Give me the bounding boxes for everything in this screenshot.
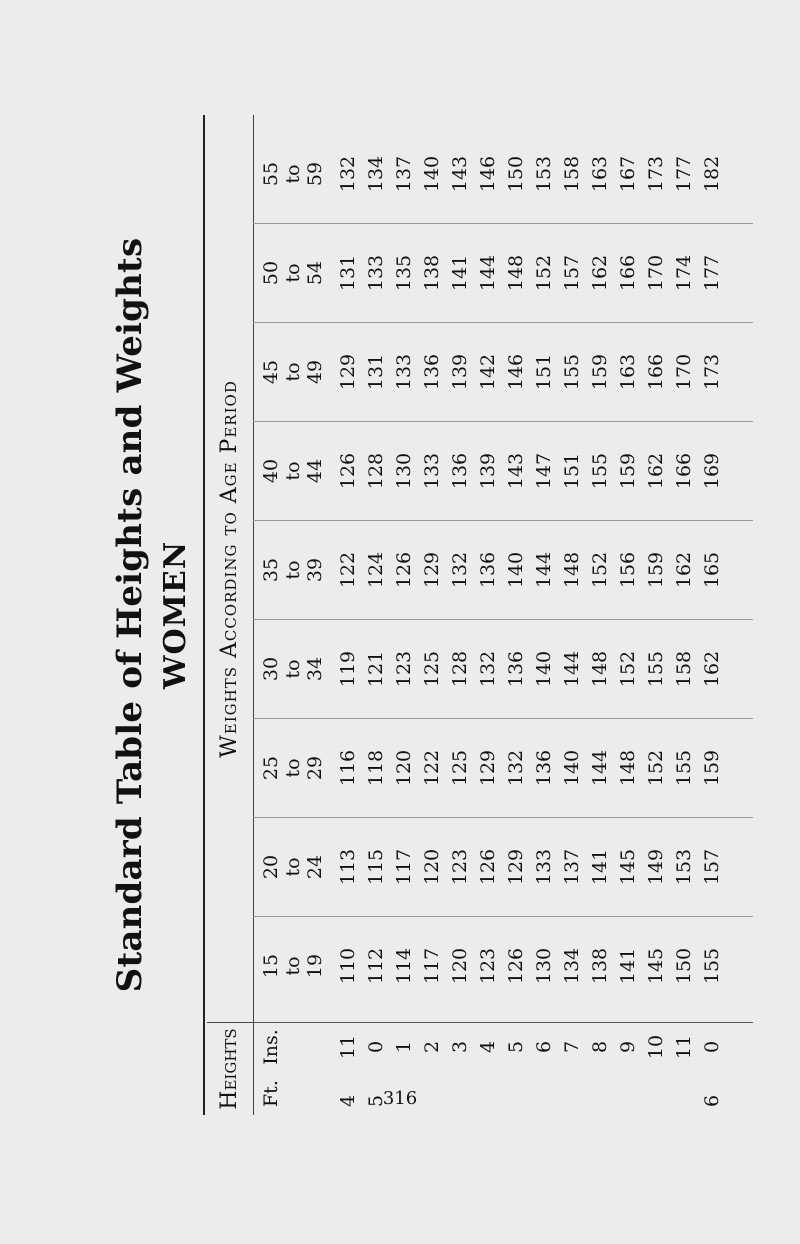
weight-cell: 125 xyxy=(421,650,443,688)
weight-cell: 114 xyxy=(393,947,415,985)
weight-cell: 122 xyxy=(421,749,443,787)
age-period-column xyxy=(260,624,726,714)
weight-cell: 135 xyxy=(393,254,415,292)
column-divider xyxy=(253,322,753,323)
weight-cell: 165 xyxy=(701,551,723,589)
weight-cell: 144 xyxy=(589,749,611,787)
age-to: 29 xyxy=(304,755,326,781)
weights-header: Weights According to Age Period xyxy=(217,380,242,758)
weight-cell: 169 xyxy=(701,452,723,490)
weight-cell: 140 xyxy=(561,749,583,787)
weight-cell: 174 xyxy=(673,254,695,292)
rotated-table-page xyxy=(110,115,760,1115)
weight-cell: 155 xyxy=(589,452,611,490)
weight-cell: 144 xyxy=(533,551,555,589)
weight-cell: 140 xyxy=(505,551,527,589)
age-to: 54 xyxy=(304,260,326,286)
age-to: 44 xyxy=(304,458,326,484)
inches-cell: 5 xyxy=(505,1040,527,1054)
age-to: 19 xyxy=(304,953,326,979)
weight-cell: 119 xyxy=(337,650,359,688)
weight-cell: 117 xyxy=(393,848,415,886)
weight-cell: 143 xyxy=(449,155,471,193)
weight-cell: 113 xyxy=(337,848,359,886)
weight-cell: 129 xyxy=(421,551,443,589)
weight-cell: 117 xyxy=(421,947,443,985)
inches-cell: 9 xyxy=(617,1040,639,1054)
age-from: 50 xyxy=(260,260,282,286)
age-to-word: to xyxy=(282,857,304,877)
weight-cell: 150 xyxy=(505,155,527,193)
weight-cell: 137 xyxy=(393,155,415,193)
weight-cell: 144 xyxy=(561,650,583,688)
weight-cell: 145 xyxy=(645,947,667,985)
weight-cell: 166 xyxy=(673,452,695,490)
weight-cell: 129 xyxy=(337,353,359,391)
age-period-column xyxy=(260,822,726,912)
weight-cell: 136 xyxy=(449,452,471,490)
weight-cell: 134 xyxy=(365,155,387,193)
weight-cell: 139 xyxy=(449,353,471,391)
age-to-word: to xyxy=(282,659,304,679)
inches-cell: 0 xyxy=(365,1040,387,1054)
age-period-column xyxy=(260,921,726,1011)
weight-cell: 158 xyxy=(561,155,583,193)
weight-cell: 159 xyxy=(701,749,723,787)
feet-cell: 5 xyxy=(365,1094,387,1107)
age-from: 55 xyxy=(260,161,282,187)
weight-cell: 155 xyxy=(645,650,667,688)
weight-cell: 116 xyxy=(337,749,359,787)
weight-cell: 123 xyxy=(477,947,499,985)
age-from: 35 xyxy=(260,557,282,583)
weight-cell: 123 xyxy=(393,650,415,688)
weight-cell: 152 xyxy=(645,749,667,787)
weight-cell: 162 xyxy=(673,551,695,589)
inches-cell: 4 xyxy=(477,1040,499,1054)
weight-cell: 159 xyxy=(617,452,639,490)
weight-cell: 129 xyxy=(505,848,527,886)
weight-cell: 132 xyxy=(449,551,471,589)
weight-cell: 138 xyxy=(421,254,443,292)
weight-cell: 173 xyxy=(701,353,723,391)
inches-cell: 3 xyxy=(449,1040,471,1054)
weight-cell: 159 xyxy=(589,353,611,391)
age-to: 39 xyxy=(304,557,326,583)
weight-cell: 153 xyxy=(673,848,695,886)
age-to-word: to xyxy=(282,758,304,778)
age-period-column xyxy=(260,525,726,615)
inches-cell: 8 xyxy=(589,1040,611,1054)
inches-cell: 1 xyxy=(393,1040,415,1054)
column-divider xyxy=(253,619,753,620)
age-from: 40 xyxy=(260,458,282,484)
age-to-word: to xyxy=(282,461,304,481)
weight-cell: 155 xyxy=(561,353,583,391)
weight-cell: 170 xyxy=(673,353,695,391)
feet-cell: 6 xyxy=(701,1094,723,1107)
age-period-column xyxy=(260,228,726,318)
weight-cell: 125 xyxy=(449,749,471,787)
age-from: 45 xyxy=(260,359,282,385)
weight-cell: 140 xyxy=(533,650,555,688)
weight-cell: 115 xyxy=(365,848,387,886)
weight-cell: 157 xyxy=(561,254,583,292)
weight-cell: 136 xyxy=(421,353,443,391)
weight-cell: 177 xyxy=(673,155,695,193)
weight-cell: 162 xyxy=(701,650,723,688)
feet-header: Ft. xyxy=(260,1080,282,1107)
weight-cell: 149 xyxy=(645,848,667,886)
weight-cell: 133 xyxy=(533,848,555,886)
inches-cell: 10 xyxy=(645,1034,667,1060)
weight-cell: 177 xyxy=(701,254,723,292)
weight-cell: 151 xyxy=(533,353,555,391)
feet-cell: 4 xyxy=(337,1094,359,1107)
page-title: Standard Table of Heights and Weights xyxy=(110,237,150,993)
weight-cell: 146 xyxy=(505,353,527,391)
inches-cell: 7 xyxy=(561,1040,583,1054)
age-period-column xyxy=(260,129,726,219)
weight-cell: 140 xyxy=(421,155,443,193)
inches-cell: 11 xyxy=(673,1034,695,1060)
weight-cell: 110 xyxy=(337,947,359,985)
age-period-column xyxy=(260,723,726,813)
weight-cell: 163 xyxy=(617,353,639,391)
weight-cell: 136 xyxy=(505,650,527,688)
weight-cell: 153 xyxy=(533,155,555,193)
weight-cell: 112 xyxy=(365,947,387,985)
age-to-word: to xyxy=(282,362,304,382)
column-divider xyxy=(253,817,753,818)
weight-cell: 123 xyxy=(449,848,471,886)
inches-cell: 6 xyxy=(533,1040,555,1054)
page-subtitle: WOMEN xyxy=(158,540,193,690)
weight-cell: 162 xyxy=(645,452,667,490)
weight-cell: 170 xyxy=(645,254,667,292)
age-from: 20 xyxy=(260,854,282,880)
column-divider xyxy=(253,916,753,917)
weight-cell: 136 xyxy=(533,749,555,787)
inches-cell: 11 xyxy=(337,1034,359,1060)
weight-cell: 146 xyxy=(477,155,499,193)
weight-cell: 129 xyxy=(477,749,499,787)
weight-cell: 133 xyxy=(421,452,443,490)
weight-cell: 141 xyxy=(449,254,471,292)
weight-cell: 126 xyxy=(337,452,359,490)
weight-cell: 130 xyxy=(393,452,415,490)
weight-cell: 155 xyxy=(701,947,723,985)
weight-cell: 126 xyxy=(505,947,527,985)
weight-cell: 124 xyxy=(365,551,387,589)
age-to: 49 xyxy=(304,359,326,385)
weight-cell: 148 xyxy=(617,749,639,787)
weight-cell: 120 xyxy=(449,947,471,985)
weight-cell: 145 xyxy=(617,848,639,886)
weight-cell: 152 xyxy=(533,254,555,292)
page-number: 316 xyxy=(382,1088,418,1109)
age-from: 30 xyxy=(260,656,282,682)
weight-cell: 159 xyxy=(645,551,667,589)
inches-cell: 2 xyxy=(421,1040,443,1054)
age-to: 34 xyxy=(304,656,326,682)
weight-cell: 120 xyxy=(421,848,443,886)
weight-cell: 132 xyxy=(505,749,527,787)
weight-cell: 148 xyxy=(505,254,527,292)
column-divider xyxy=(253,223,753,224)
divider xyxy=(253,115,254,1115)
column-divider xyxy=(253,718,753,719)
inches-cell: 0 xyxy=(701,1040,723,1054)
weight-cell: 156 xyxy=(617,551,639,589)
weight-cell: 158 xyxy=(673,650,695,688)
weight-cell: 151 xyxy=(561,452,583,490)
weight-cell: 144 xyxy=(477,254,499,292)
weight-cell: 141 xyxy=(617,947,639,985)
weight-cell: 126 xyxy=(393,551,415,589)
weight-cell: 148 xyxy=(589,650,611,688)
weight-cell: 138 xyxy=(589,947,611,985)
weight-cell: 126 xyxy=(477,848,499,886)
weight-cell: 141 xyxy=(589,848,611,886)
weight-cell: 152 xyxy=(589,551,611,589)
weight-cell: 155 xyxy=(673,749,695,787)
weight-cell: 131 xyxy=(365,353,387,391)
weight-cell: 120 xyxy=(393,749,415,787)
heights-header: Heights xyxy=(207,1022,253,1115)
weight-cell: 136 xyxy=(477,551,499,589)
inches-header: Ins. xyxy=(260,1029,282,1065)
age-from: 25 xyxy=(260,755,282,781)
column-divider xyxy=(253,421,753,422)
weight-cell: 139 xyxy=(477,452,499,490)
divider xyxy=(203,115,205,1115)
age-to: 59 xyxy=(304,161,326,187)
weight-cell: 148 xyxy=(561,551,583,589)
age-period-column xyxy=(260,426,726,516)
age-from: 15 xyxy=(260,953,282,979)
weight-cell: 132 xyxy=(337,155,359,193)
age-to: 24 xyxy=(304,854,326,880)
column-divider xyxy=(253,520,753,521)
age-to-word: to xyxy=(282,560,304,580)
age-to-word: to xyxy=(282,164,304,184)
weight-cell: 134 xyxy=(561,947,583,985)
weight-cell: 166 xyxy=(617,254,639,292)
weight-cell: 142 xyxy=(477,353,499,391)
weight-cell: 132 xyxy=(477,650,499,688)
weight-cell: 143 xyxy=(505,452,527,490)
weight-cell: 173 xyxy=(645,155,667,193)
weight-cell: 122 xyxy=(337,551,359,589)
weight-cell: 131 xyxy=(337,254,359,292)
age-to-word: to xyxy=(282,263,304,283)
age-period-column xyxy=(260,327,726,417)
weight-cell: 128 xyxy=(365,452,387,490)
weight-cell: 128 xyxy=(449,650,471,688)
weight-cell: 147 xyxy=(533,452,555,490)
weight-cell: 152 xyxy=(617,650,639,688)
weight-cell: 166 xyxy=(645,353,667,391)
inches-column xyxy=(260,1025,726,1069)
weight-cell: 157 xyxy=(701,848,723,886)
weight-cell: 162 xyxy=(589,254,611,292)
column-divider xyxy=(253,1022,753,1023)
age-to-word: to xyxy=(282,956,304,976)
weight-cell: 150 xyxy=(673,947,695,985)
weight-cell: 182 xyxy=(701,155,723,193)
weight-cell: 121 xyxy=(365,650,387,688)
weight-cell: 133 xyxy=(393,353,415,391)
weight-cell: 167 xyxy=(617,155,639,193)
weight-cell: 137 xyxy=(561,848,583,886)
weight-cell: 163 xyxy=(589,155,611,193)
weight-cell: 133 xyxy=(365,254,387,292)
weight-cell: 130 xyxy=(533,947,555,985)
weight-cell: 118 xyxy=(365,749,387,787)
